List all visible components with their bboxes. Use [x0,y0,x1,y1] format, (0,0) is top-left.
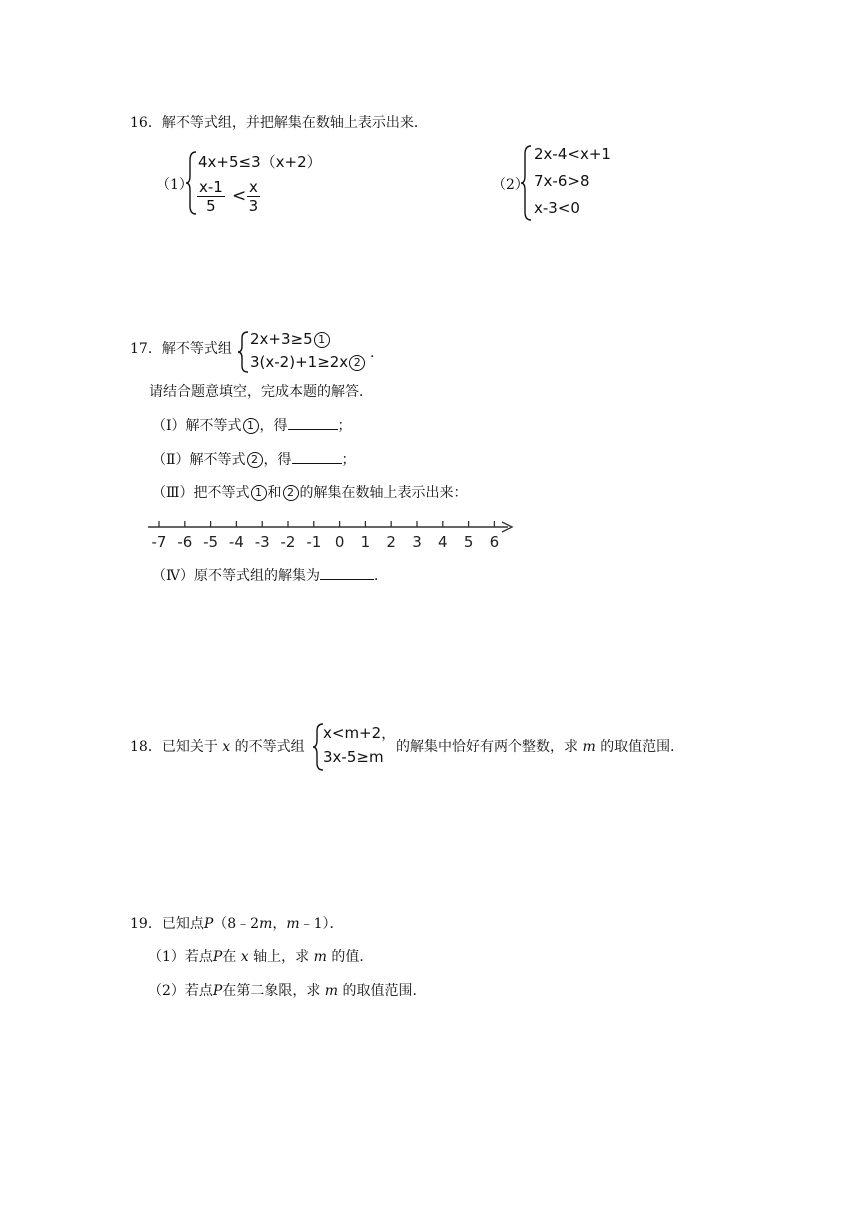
number-line-tick-label: 1 [360,533,371,551]
q16-part1-line1: 4x+5≤3（x+2） [198,153,322,171]
q19-stem-a: 19．已知点 [130,916,204,932]
q19-var-m2: m [286,916,300,932]
q16-part2-brace [519,144,533,222]
q16-part2-label: （2） [492,177,529,193]
number-line-tick-label: 5 [463,533,474,551]
q18-suffix1: 的解集中恰好有两个整数，求 [396,739,578,755]
q16-part1-frac2 [247,178,260,215]
number-line-tick-label: 0 [334,533,345,551]
q17-step1-blank[interactable] [288,415,338,430]
q19-var-p: P [203,916,214,932]
q17-step1-prefix: （Ⅰ）解不等式 [152,418,242,434]
number-line [146,516,518,552]
q16-part2-line3: x-3<0 [534,199,580,217]
q17-sys-line2 [250,353,366,371]
q18-suffix2: 的取值范围． [600,739,685,755]
q17-step2 [152,449,356,470]
q16-stem: 16．解不等式组，并把解集在数轴上表示出来． [130,115,428,131]
q16-part1-label: （1） [156,177,193,193]
q16-part1-lt: < [232,186,247,206]
q17-step3 [152,483,468,503]
q19-p2-var-m: m [324,983,339,999]
q19-p1-a: （1）若点 [148,949,213,965]
number-line-tick-label: -1 [306,533,322,551]
q17-step2-blank[interactable] [292,449,342,464]
number-line-tick-label: -6 [177,533,193,551]
number-line-tick-label: -3 [254,533,270,551]
q16-part1-frac2-num: x [249,178,258,196]
q17-step3-circled-1: 1 [251,485,267,501]
q17-stem-suffix: . [370,345,375,361]
number-line-tick-label: -2 [280,533,296,551]
number-line-tick-label: -5 [203,533,219,551]
q18-prefix [130,737,305,757]
q17-brace [236,330,250,374]
q17-step1-suffix: ，得 [259,418,288,434]
q17-stem-prefix: 17．解不等式组 [130,341,232,357]
q18-suffix [396,737,684,757]
q17-step2-suffix: ，得 [263,452,292,468]
q19-p2-c: 的取值范围． [342,983,427,999]
q17-step3-suffix: 的解集在数轴上表示出来： [299,485,468,501]
q19-part1 [148,947,373,967]
q17-step1-end: ； [337,418,352,434]
q17-step2-prefix: （Ⅱ）解不等式 [152,452,246,468]
q16-part1-frac2-den: 3 [248,197,259,215]
q19-stem-b: （8﹣2 [213,916,260,932]
number-line-tick-label: -4 [228,533,244,551]
q19-p1-var-x: x [240,949,249,965]
q19-p2-var-p: P [212,983,223,999]
q17-step4-end: ． [374,568,388,584]
q17-step3-prefix: （Ⅲ）把不等式 [152,485,250,501]
number-line-tick-label: -7 [151,533,167,551]
number-line-tick-label: 2 [386,533,396,551]
q16-part1-brace [184,150,198,216]
q17-step4-prefix: （Ⅳ）原不等式组的解集为 [152,568,320,584]
q18-sys-line1: x<m+2， [323,724,397,742]
q16-part1-frac1 [197,178,225,215]
q18-sys-line2: 3x-5≥m [323,748,384,766]
q17-circled-2: 2 [349,355,365,371]
number-line-tick-label: 3 [412,533,422,551]
q17-instruction: 请结合题意填空，完成本题的解答． [149,384,373,400]
q19-var-m1: m [259,916,273,932]
q18-var-m: m [582,739,596,755]
q17-step1 [152,415,352,436]
number-line-tick-label: 6 [489,533,500,551]
q19-part2 [148,981,427,1001]
q17-sys-line2-text: 3(x-2)+1≥2x [250,353,349,371]
q17-step2-end: ； [341,452,356,468]
q16-part2-line2: 7x-6>8 [534,172,590,190]
q17-sys-line1 [250,330,331,348]
q19-stem-c: ， [272,916,287,932]
q17-step3-mid: 和 [267,485,282,501]
q19-stem [130,914,344,934]
number-line-tick-label: 4 [438,533,448,551]
q16-part1-frac1-num: x-1 [199,178,223,196]
q17-step4 [152,565,388,586]
q17-step1-circled: 1 [243,418,259,434]
q17-step2-circled: 2 [247,452,263,468]
q17-sys-line1-text: 2x+3≥5 [250,330,313,348]
q16-part1-frac1-den: 5 [206,197,216,215]
q19-p1-var-m: m [313,949,327,965]
q19-stem-d: ﹣1）． [299,916,344,932]
q19-p1-var-p: P [212,949,223,965]
q19-p2-a: （2）若点 [148,983,213,999]
q18-mid: 的不等式组 [234,739,305,755]
q19-p1-d: 的值． [331,949,374,965]
q17-step4-blank[interactable] [320,565,374,580]
q18-prefix-text: 18．已知关于 [130,739,218,755]
q17-circled-1: 1 [314,332,330,348]
q19-p1-b: 在 [222,949,237,965]
q19-p2-b: 在第二象限，求 [222,983,321,999]
q19-p1-c: 轴上，求 [253,949,310,965]
q18-var-x: x [222,739,231,755]
q16-part2-line1: 2x-4<x+1 [534,145,611,163]
q17-step3-circled-2: 2 [283,485,299,501]
